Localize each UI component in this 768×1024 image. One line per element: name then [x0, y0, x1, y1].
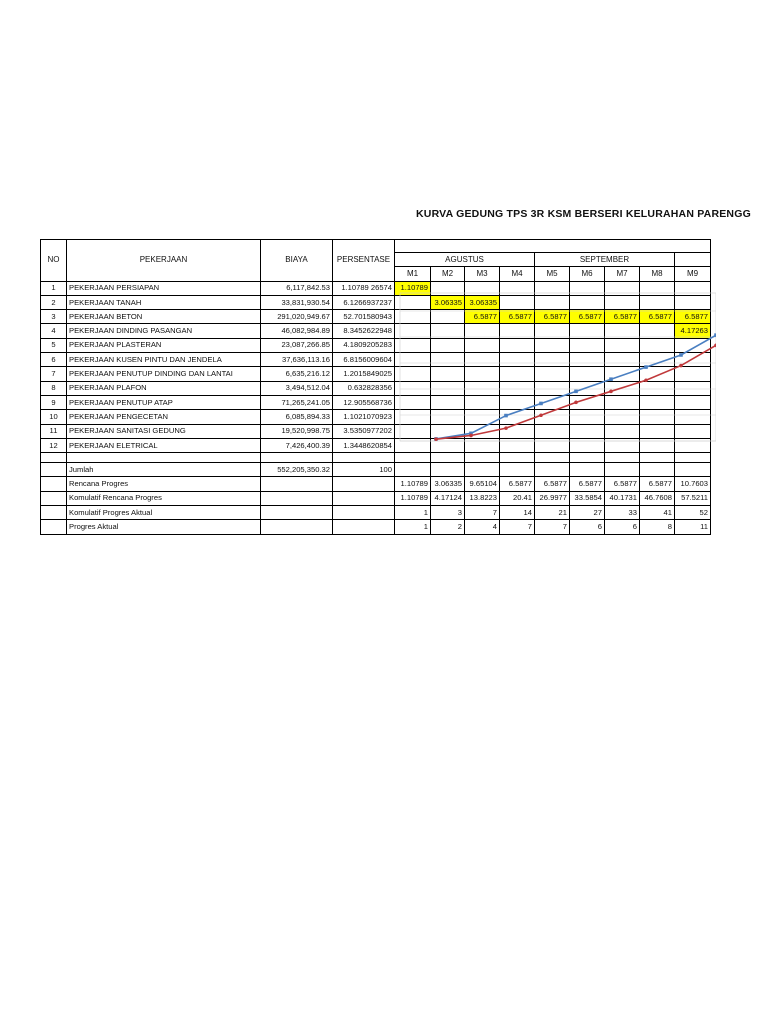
task-persentase: 6.8156009604	[333, 353, 395, 367]
series-1-point	[714, 333, 716, 337]
schedule-cell	[605, 353, 640, 367]
schedule-bar: 6.5877	[465, 310, 500, 324]
schedule-cell	[431, 424, 465, 438]
progress-table	[40, 239, 711, 535]
empty-cell	[640, 463, 675, 477]
schedule-cell	[500, 367, 535, 381]
schedule-cell	[500, 424, 535, 438]
empty-cell	[333, 506, 395, 520]
schedule-cell	[535, 324, 570, 338]
empty-cell	[261, 506, 333, 520]
task-biaya: 71,265,241.05	[261, 395, 333, 409]
summary-value: 46.7608	[640, 491, 675, 505]
empty-cell	[395, 453, 431, 463]
schedule-cell	[431, 367, 465, 381]
schedule-cell	[500, 324, 535, 338]
schedule-cell	[431, 395, 465, 409]
summary-value: 6.5877	[535, 477, 570, 491]
schedule-cell	[535, 295, 570, 309]
schedule-bar: 6.5877	[675, 310, 711, 324]
table-row	[41, 353, 711, 367]
schedule-cell	[570, 395, 605, 409]
summary-row	[41, 491, 711, 505]
task-persentase: 4.1809205283	[333, 338, 395, 352]
schedule-cell	[431, 281, 465, 295]
table-row	[41, 338, 711, 352]
task-name: PEKERJAAN PENGECETAN	[67, 410, 261, 424]
summary-value: 57.5211	[675, 491, 711, 505]
schedule-cell	[535, 338, 570, 352]
schedule-cell	[675, 367, 711, 381]
schedule-cell	[500, 381, 535, 395]
schedule-cell	[395, 367, 431, 381]
schedule-cell	[675, 410, 711, 424]
schedule-cell	[431, 381, 465, 395]
schedule-cell	[570, 295, 605, 309]
schedule-cell	[640, 410, 675, 424]
schedule-cell	[535, 410, 570, 424]
schedule-cell	[465, 410, 500, 424]
schedule-cell	[431, 338, 465, 352]
schedule-cell	[395, 410, 431, 424]
summary-value: 14	[500, 506, 535, 520]
summary-value: 10.7603	[675, 477, 711, 491]
schedule-cell	[465, 424, 500, 438]
schedule-bar: 6.5877	[535, 310, 570, 324]
schedule-cell	[465, 281, 500, 295]
task-biaya: 23,087,266.85	[261, 338, 333, 352]
task-persentase: 1.3448620854	[333, 438, 395, 452]
summary-value: 52	[675, 506, 711, 520]
schedule-cell	[500, 438, 535, 452]
task-biaya: 3,494,512.04	[261, 381, 333, 395]
schedule-cell	[395, 381, 431, 395]
schedule-cell	[570, 381, 605, 395]
week-header: M9	[675, 267, 711, 281]
empty-cell	[570, 453, 605, 463]
table-row	[41, 367, 711, 381]
schedule-cell	[500, 281, 535, 295]
task-persentase: 1.1021070923	[333, 410, 395, 424]
week-header: M6	[570, 267, 605, 281]
schedule-cell	[465, 324, 500, 338]
summary-label: Rencana Progres	[67, 477, 261, 491]
empty-cell	[570, 463, 605, 477]
task-no: 12	[41, 438, 67, 452]
schedule-bar: 4.17263	[675, 324, 711, 338]
table-row	[41, 310, 711, 324]
task-name: PEKERJAAN PENUTUP DINDING DAN LANTAI	[67, 367, 261, 381]
schedule-cell	[535, 353, 570, 367]
empty-cell	[431, 453, 465, 463]
task-name: PEKERJAAN ELETRICAL	[67, 438, 261, 452]
task-no: 4	[41, 324, 67, 338]
header-persentase: PERSENTASE	[333, 240, 395, 282]
task-name: PEKERJAAN PERSIAPAN	[67, 281, 261, 295]
schedule-cell	[675, 338, 711, 352]
schedule-cell	[605, 438, 640, 452]
task-biaya: 46,082,984.89	[261, 324, 333, 338]
schedule-cell	[605, 338, 640, 352]
schedule-cell	[675, 381, 711, 395]
empty-cell	[261, 520, 333, 534]
task-no: 1	[41, 281, 67, 295]
schedule-cell	[570, 424, 605, 438]
task-biaya: 6,117,842.53	[261, 281, 333, 295]
schedule-cell	[465, 353, 500, 367]
schedule-cell	[535, 381, 570, 395]
empty-cell	[41, 491, 67, 505]
empty-cell	[333, 453, 395, 463]
schedule-cell	[640, 367, 675, 381]
empty-cell	[535, 453, 570, 463]
empty-cell	[41, 477, 67, 491]
summary-value: 41	[640, 506, 675, 520]
task-name: PEKERJAAN BETON	[67, 310, 261, 324]
schedule-cell	[570, 438, 605, 452]
table-row	[41, 324, 711, 338]
empty-cell	[41, 463, 67, 477]
empty-cell	[261, 453, 333, 463]
empty-cell	[675, 463, 711, 477]
schedule-cell	[570, 410, 605, 424]
task-biaya: 19,520,998.75	[261, 424, 333, 438]
schedule-cell	[395, 438, 431, 452]
empty-cell	[261, 491, 333, 505]
empty-cell	[333, 491, 395, 505]
schedule-cell	[465, 381, 500, 395]
schedule-cell	[395, 310, 431, 324]
summary-row	[41, 520, 711, 534]
schedule-cell	[465, 395, 500, 409]
task-no: 6	[41, 353, 67, 367]
summary-value: 8	[640, 520, 675, 534]
schedule-cell	[465, 338, 500, 352]
task-name: PEKERJAAN DINDING PASANGAN	[67, 324, 261, 338]
summary-value: 9.65104	[465, 477, 500, 491]
schedule-cell	[605, 324, 640, 338]
empty-cell	[431, 463, 465, 477]
schedule-cell	[675, 424, 711, 438]
task-persentase: 0.632828356	[333, 381, 395, 395]
schedule-cell	[500, 410, 535, 424]
summary-value: 1.10789	[395, 491, 431, 505]
schedule-cell	[640, 424, 675, 438]
schedule-cell	[431, 353, 465, 367]
table-row	[41, 410, 711, 424]
task-no: 2	[41, 295, 67, 309]
task-no: 5	[41, 338, 67, 352]
header-no: NO	[41, 240, 67, 282]
empty-cell	[675, 453, 711, 463]
task-no: 11	[41, 424, 67, 438]
schedule-cell	[640, 395, 675, 409]
task-no: 10	[41, 410, 67, 424]
schedule-cell	[500, 338, 535, 352]
summary-value: 6	[570, 520, 605, 534]
summary-label: Komulatif Progres Aktual	[67, 506, 261, 520]
task-name: PEKERJAAN KUSEN PINTU DAN JENDELA	[67, 353, 261, 367]
task-biaya: 6,635,216.12	[261, 367, 333, 381]
schedule-cell	[570, 353, 605, 367]
empty-cell	[605, 463, 640, 477]
summary-value: 20.41	[500, 491, 535, 505]
table-row	[41, 395, 711, 409]
task-name: PEKERJAAN TANAH	[67, 295, 261, 309]
schedule-cell	[675, 395, 711, 409]
summary-value: 1.10789	[395, 477, 431, 491]
empty-cell	[500, 453, 535, 463]
empty-cell	[41, 520, 67, 534]
task-name: PEKERJAAN SANITASI GEDUNG	[67, 424, 261, 438]
table-row	[41, 424, 711, 438]
summary-value: 26.9977	[535, 491, 570, 505]
week-header: M8	[640, 267, 675, 281]
schedule-cell	[465, 367, 500, 381]
schedule-bar: 6.5877	[605, 310, 640, 324]
summary-value: 21	[535, 506, 570, 520]
schedule-cell	[500, 395, 535, 409]
summary-row	[41, 506, 711, 520]
week-header: M7	[605, 267, 640, 281]
schedule-cell	[675, 281, 711, 295]
schedule-cell	[570, 338, 605, 352]
empty-cell	[465, 463, 500, 477]
summary-value: 7	[465, 506, 500, 520]
week-header: M2	[431, 267, 465, 281]
task-no: 3	[41, 310, 67, 324]
schedule-cell	[605, 410, 640, 424]
series-2-point	[714, 344, 716, 348]
empty-cell	[261, 477, 333, 491]
task-persentase: 12.905568736	[333, 395, 395, 409]
total-label: Jumlah	[67, 463, 261, 477]
summary-value: 7	[535, 520, 570, 534]
schedule-cell	[500, 353, 535, 367]
schedule-bar: 1.10789	[395, 281, 431, 295]
schedule-cell	[640, 324, 675, 338]
summary-row	[41, 477, 711, 491]
schedule-cell	[605, 424, 640, 438]
schedule-cell	[605, 381, 640, 395]
week-header: M4	[500, 267, 535, 281]
task-name: PEKERJAAN PLAFON	[67, 381, 261, 395]
schedule-cell	[395, 338, 431, 352]
task-persentase: 1.2015849025	[333, 367, 395, 381]
empty-cell	[605, 453, 640, 463]
summary-value: 6.5877	[500, 477, 535, 491]
week-header: M3	[465, 267, 500, 281]
schedule-bar: 6.5877	[640, 310, 675, 324]
schedule-cell	[640, 381, 675, 395]
schedule-cell	[535, 367, 570, 381]
month-header: AGUSTUS	[395, 253, 535, 267]
empty-cell	[333, 477, 395, 491]
summary-value: 27	[570, 506, 605, 520]
month-header	[675, 253, 711, 267]
task-biaya: 6,085,894.33	[261, 410, 333, 424]
schedule-cell	[535, 424, 570, 438]
schedule-cell	[570, 281, 605, 295]
task-no: 7	[41, 367, 67, 381]
summary-value: 3	[431, 506, 465, 520]
week-header: M1	[395, 267, 431, 281]
summary-value: 6.5877	[605, 477, 640, 491]
task-name: PEKERJAAN PENUTUP ATAP	[67, 395, 261, 409]
empty-cell	[500, 463, 535, 477]
schedule-cell	[535, 395, 570, 409]
schedule-cell	[395, 424, 431, 438]
empty-cell	[41, 453, 67, 463]
schedule-cell	[675, 438, 711, 452]
summary-value: 2	[431, 520, 465, 534]
schedule-bar: 6.5877	[570, 310, 605, 324]
empty-cell	[640, 453, 675, 463]
summary-value: 7	[500, 520, 535, 534]
task-biaya: 33,831,930.54	[261, 295, 333, 309]
empty-cell	[465, 453, 500, 463]
summary-value: 6.5877	[570, 477, 605, 491]
task-name: PEKERJAAN PLASTERAN	[67, 338, 261, 352]
schedule-bar: 3.06335	[431, 295, 465, 309]
summary-value: 3.06335	[431, 477, 465, 491]
table-row	[41, 438, 711, 452]
schedule-cell	[640, 295, 675, 309]
schedule-cell	[431, 324, 465, 338]
schedule-cell	[465, 438, 500, 452]
schedule-cell	[500, 295, 535, 309]
schedule-cell	[535, 281, 570, 295]
table-row	[41, 295, 711, 309]
empty-cell	[395, 463, 431, 477]
schedule-bar: 3.06335	[465, 295, 500, 309]
schedule-cell	[605, 281, 640, 295]
total-biaya: 552,205,350.32	[261, 463, 333, 477]
task-persentase: 8.3452622948	[333, 324, 395, 338]
schedule-cell	[570, 324, 605, 338]
summary-value: 33	[605, 506, 640, 520]
schedule-cell	[640, 338, 675, 352]
week-header: M5	[535, 267, 570, 281]
schedule-cell	[675, 353, 711, 367]
schedule-cell	[605, 395, 640, 409]
schedule-cell	[675, 295, 711, 309]
header-timeline-top	[395, 240, 711, 253]
schedule-cell	[535, 438, 570, 452]
task-biaya: 7,426,400.39	[261, 438, 333, 452]
summary-value: 6	[605, 520, 640, 534]
month-header: SEPTEMBER	[535, 253, 675, 267]
schedule-cell	[431, 310, 465, 324]
schedule-cell	[605, 295, 640, 309]
task-persentase: 52.701580943	[333, 310, 395, 324]
schedule-cell	[605, 367, 640, 381]
table-row	[41, 281, 711, 295]
schedule-cell	[640, 438, 675, 452]
summary-value: 1	[395, 520, 431, 534]
task-persentase: 1.10789 26574	[333, 281, 395, 295]
schedule-cell	[431, 410, 465, 424]
schedule-cell	[395, 353, 431, 367]
empty-cell	[535, 463, 570, 477]
summary-value: 1	[395, 506, 431, 520]
schedule-bar: 6.5877	[500, 310, 535, 324]
summary-value: 11	[675, 520, 711, 534]
header-pekerjaan: PEKERJAAN	[67, 240, 261, 282]
schedule-cell	[640, 353, 675, 367]
schedule-cell	[640, 281, 675, 295]
summary-label: Progres Aktual	[67, 520, 261, 534]
schedule-cell	[395, 395, 431, 409]
task-biaya: 37,636,113.16	[261, 353, 333, 367]
sheet-title: KURVA GEDUNG TPS 3R KSM BERSERI KELURAHAN PARENGG	[416, 208, 751, 220]
schedule-cell	[570, 367, 605, 381]
header-biaya: BIAYA	[261, 240, 333, 282]
summary-value: 33.5854	[570, 491, 605, 505]
summary-value: 4	[465, 520, 500, 534]
empty-cell	[41, 506, 67, 520]
table-row	[41, 381, 711, 395]
summary-label: Komulatif Rencana Progres	[67, 491, 261, 505]
summary-value: 6.5877	[640, 477, 675, 491]
schedule-cell	[395, 295, 431, 309]
total-persentase: 100	[333, 463, 395, 477]
summary-value: 13.8223	[465, 491, 500, 505]
summary-value: 4.17124	[431, 491, 465, 505]
task-no: 8	[41, 381, 67, 395]
schedule-cell	[395, 324, 431, 338]
empty-cell	[333, 520, 395, 534]
task-persentase: 3.5350977202	[333, 424, 395, 438]
task-persentase: 6.1266937237	[333, 295, 395, 309]
summary-value: 40.1731	[605, 491, 640, 505]
schedule-cell	[431, 438, 465, 452]
empty-cell	[67, 453, 261, 463]
task-biaya: 291,020,949.67	[261, 310, 333, 324]
task-no: 9	[41, 395, 67, 409]
total-row	[41, 463, 711, 477]
